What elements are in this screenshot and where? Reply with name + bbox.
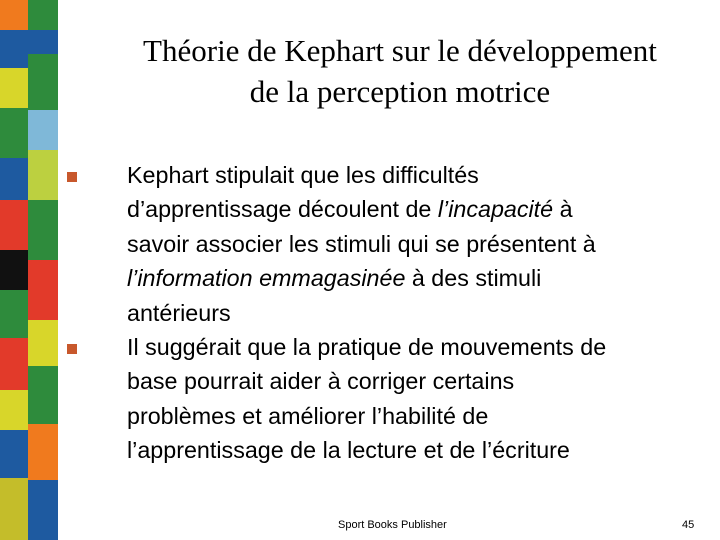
emphasis-text: l’incapacité	[437, 196, 554, 223]
stripe-block	[0, 430, 28, 478]
stripe-block	[28, 200, 58, 260]
square-bullet-icon	[67, 344, 77, 354]
bullet-line: l’apprentissage de la lecture et de l’écriture	[127, 437, 570, 464]
bullet-line: l’information emmagasinée à des stimuli	[127, 265, 542, 292]
page-number: 45	[682, 519, 695, 531]
bullet-line: savoir associer les stimuli qui se présentent à	[127, 230, 596, 257]
stripe-block	[0, 158, 28, 200]
bullet-list	[67, 158, 712, 468]
bullet-item	[67, 158, 712, 330]
bullet-line: problèmes et améliorer l’habilité de	[127, 402, 489, 429]
title-line: de la perception motrice	[249, 74, 551, 109]
stripe-block	[0, 290, 28, 338]
stripe-block	[28, 150, 58, 200]
stripe-block	[28, 0, 58, 30]
square-bullet-icon	[67, 172, 77, 182]
bullet-line: Il suggérait que la pratique de mouvements de	[127, 334, 607, 361]
footer-publisher: Sport Books Publisher	[338, 519, 447, 531]
stripe-block	[0, 200, 28, 250]
stripe-block	[0, 30, 28, 68]
stripe-block	[0, 0, 28, 30]
stripe-block	[0, 68, 28, 108]
stripe-block	[0, 108, 28, 158]
stripe-block	[28, 30, 58, 54]
stripe-block	[28, 260, 58, 320]
bullet-line: antérieurs	[127, 299, 231, 326]
stripe-block	[28, 424, 58, 480]
stripe-block	[28, 110, 58, 150]
stripe-block	[28, 320, 58, 366]
stripe-block	[0, 390, 28, 430]
slide-title	[90, 30, 710, 112]
stripe-block	[28, 366, 58, 424]
bullet-line: d’apprentissage découlent de l’incapacité à	[127, 196, 573, 223]
stripe-block	[28, 54, 58, 110]
stripe-block	[0, 250, 28, 290]
stripe-block	[0, 338, 28, 390]
bullet-line: Kephart stipulait que les difficultés	[127, 162, 479, 188]
title-line: Théorie de Kephart sur le développement	[143, 33, 657, 68]
emphasis-text: l’information emmagasinée	[127, 265, 406, 292]
bullet-line: base pourrait aider à corriger certains	[127, 368, 515, 395]
stripe-block	[28, 480, 58, 540]
bullet-item	[67, 330, 712, 468]
stripe-block	[0, 478, 28, 540]
